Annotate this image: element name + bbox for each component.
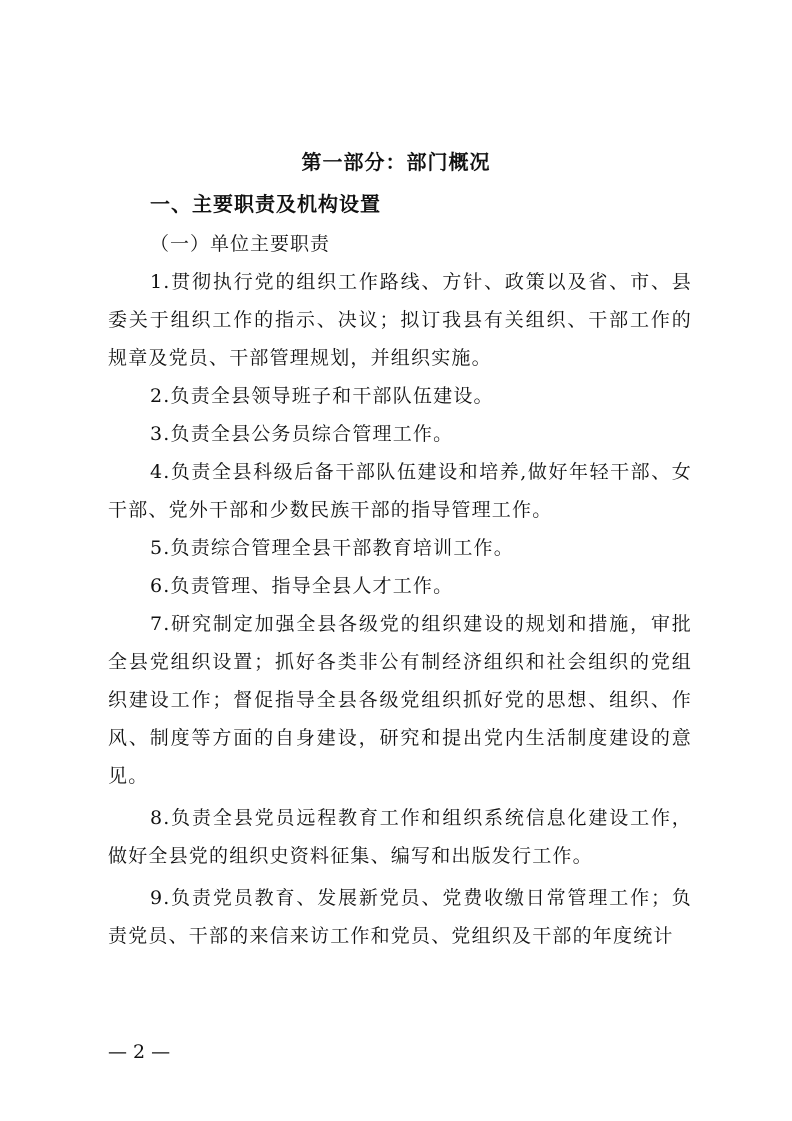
paragraph-5: 5.负责综合管理全县干部教育培训工作。 — [150, 537, 514, 559]
page-title: 第一部分：部门概况 — [301, 150, 491, 174]
paragraph-1: 1.贯彻执行党的组织工作路线、方针、政策以及省、市、县委关于组织工作的指示、决议；拟订我县有关组织、干部工作的规章及党员、干部管理规划，并组织实施。 — [108, 271, 692, 369]
paragraph-3: 3.负责全县公务员综合管理工作。 — [150, 423, 454, 445]
paragraph-7: 7.研究制定加强全县各级党的组织建设的规划和措施，审批全县党组织设置；抓好各类非公有制经济组织和社会组织的党组织建设工作；督促指导全县各级党组织抓好党的思想、组织、作风、制度等方面的自身建设，研究和提出党内生活制度建设的意见。 — [108, 613, 692, 787]
paragraph-4: 4.负责全县科级后备干部队伍建设和培养,做好年轻干部、女干部、党外干部和少数民族干部的指导管理工作。 — [108, 461, 692, 521]
paragraph-2: 2.负责全县领导班子和干部队伍建设。 — [150, 385, 494, 407]
page-number: — 2 — — [108, 1041, 171, 1063]
subsection-heading: （一）单位主要职责 — [150, 233, 331, 255]
section-heading: 一、主要职责及机构设置 — [150, 192, 381, 216]
paragraph-8: 8.负责全县党员远程教育工作和组织系统信息化建设工作，做好全县党的组织史资料征集、编写和出版发行工作。 — [108, 807, 692, 867]
paragraph-6: 6.负责管理、指导全县人才工作。 — [150, 575, 454, 597]
paragraph-9: 9.负责党员教育、发展新党员、党费收缴日常管理工作；负责党员、干部的来信来访工作和党员、党组织及干部的年度统计 — [108, 887, 692, 947]
